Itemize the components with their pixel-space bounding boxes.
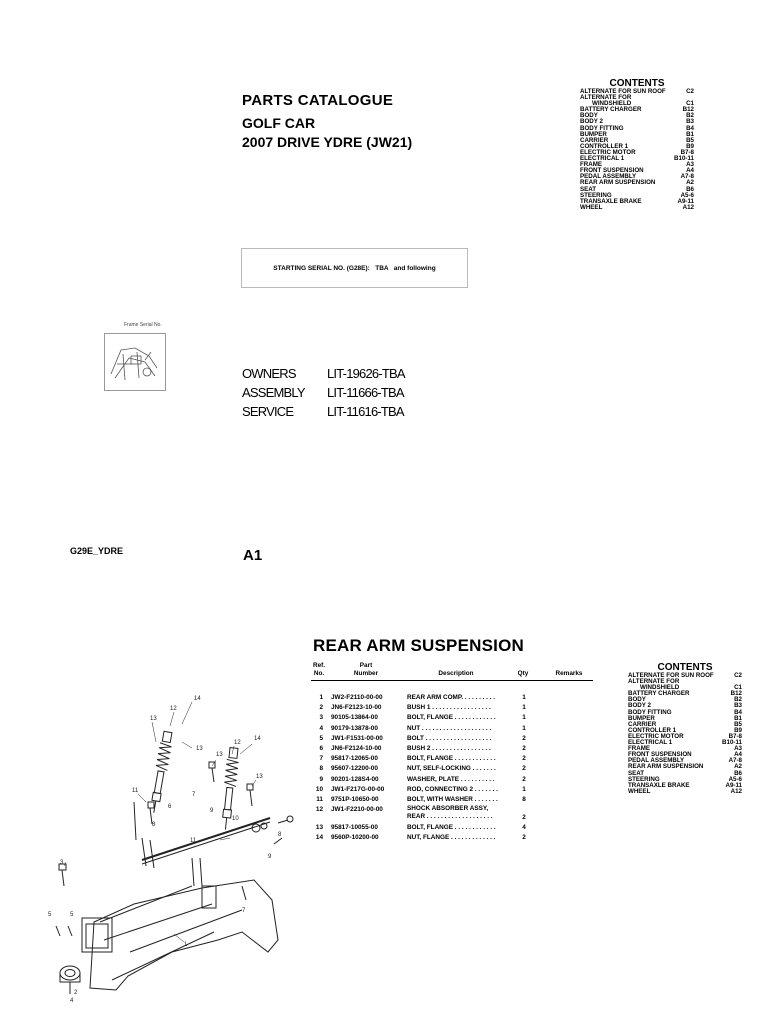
contents-item-page: A7-8 — [728, 757, 742, 765]
contents-item-label: BODY 2 — [580, 118, 603, 126]
contents-item-label: BODY FITTING — [580, 124, 624, 132]
callout-4: 4 — [70, 998, 74, 1004]
contents-item-page: B1 — [686, 130, 694, 138]
callout-8: 8 — [278, 832, 282, 838]
col-ref: Ref. No. — [312, 662, 326, 677]
contents-item-label: REAR ARM SUSPENSION — [580, 179, 656, 187]
contents-heading-2: CONTENTS — [657, 662, 713, 673]
contents-item-label: ELECTRIC MOTOR — [580, 148, 636, 156]
contents-item-label: CARRIER — [580, 136, 609, 144]
contents-item-label: FRAME — [628, 745, 650, 753]
ref-no: 5 — [319, 734, 323, 742]
contents-heading: CONTENTS — [609, 78, 665, 89]
col-description: Description — [438, 670, 474, 677]
lit-code-owners: LIT-19626-TBA — [327, 366, 405, 381]
contents-item-page: B2 — [686, 112, 694, 120]
contents-item-page: B3 — [734, 702, 742, 710]
exploded-parts-diagram — [42, 690, 302, 1015]
contents-item-page: B6 — [686, 185, 694, 193]
part-number: 95817-10055-00 — [331, 824, 378, 832]
callout-11: 11 — [132, 788, 139, 794]
part-number: 90179-13878-00 — [331, 724, 378, 732]
contents-item-page: A12 — [682, 203, 694, 211]
table-body — [311, 693, 593, 843]
lit-name-service: SERVICE — [242, 404, 294, 419]
contents-item-label: STEERING — [628, 775, 660, 783]
part-description: WASHER, PLATE . . . . . . . . . . — [407, 775, 495, 783]
contents-item-label: FRAME — [580, 161, 602, 169]
contents-item-page: C2 — [686, 88, 694, 95]
lit-code-service: LIT-11616-TBA — [327, 404, 404, 419]
ref-no: 2 — [319, 704, 323, 712]
table-row — [311, 764, 593, 774]
ref-no: 10 — [315, 785, 323, 793]
part-qty: 2 — [522, 744, 526, 752]
contents-item-label: ELECTRIC MOTOR — [628, 732, 684, 740]
contents-item — [580, 205, 694, 211]
callout-5: 5 — [48, 912, 52, 918]
section-title: REAR ARM SUSPENSION — [313, 636, 524, 655]
table-row — [311, 693, 593, 703]
contents-item-page: B4 — [734, 708, 742, 716]
frame-serial-label: Frame Serial No. — [124, 322, 162, 328]
part-qty: 4 — [522, 824, 526, 832]
contents-item-label: BODY 2 — [628, 702, 651, 710]
part-description: BUSH 1 . . . . . . . . . . . . . . . . . — [407, 704, 491, 712]
callout-8: 8 — [152, 822, 156, 828]
table-row — [311, 823, 593, 833]
table-row — [311, 785, 593, 795]
contents-item-page: A12 — [730, 787, 742, 795]
ref-no: 7 — [319, 755, 323, 763]
contents-item-page: A7-8 — [680, 173, 694, 181]
table-row — [311, 754, 593, 764]
contents-item-label: PEDAL ASSEMBLY — [628, 757, 685, 765]
contents-item-page: A9-11 — [725, 781, 742, 789]
contents-item-label: ALTERNATE FOR SUN ROOF — [628, 672, 714, 679]
vehicle-type: GOLF CAR — [242, 115, 316, 131]
part-number: JW1-F2210-00-00 — [331, 806, 383, 814]
ref-no: 14 — [315, 834, 323, 842]
callout-13: 13 — [256, 774, 263, 780]
callout-13: 13 — [216, 752, 223, 758]
col-qty: Qty — [517, 670, 529, 677]
part-description: BUSH 2 . . . . . . . . . . . . . . . . . — [407, 744, 491, 752]
serial-text: STARTING SERIAL NO. (G28E): TBA and following — [273, 264, 436, 272]
callout-13: 13 — [196, 746, 203, 752]
callout-5: 5 — [70, 912, 74, 918]
ref-no: 8 — [319, 765, 323, 773]
contents-item-label: FRONT SUSPENSION — [580, 167, 644, 175]
part-qty: 1 — [522, 694, 526, 701]
part-qty: 2 — [522, 734, 526, 742]
table-row — [311, 744, 593, 754]
ref-no: 11 — [316, 795, 323, 803]
contents-item — [628, 789, 742, 795]
part-number: JN6-F2123-10-00 — [331, 704, 382, 712]
contents-item-page: B4 — [686, 124, 694, 132]
contents-item-label: ELECTRICAL 1 — [580, 155, 625, 163]
part-description: BOLT, FLANGE . . . . . . . . . . . . — [407, 824, 496, 832]
literature-codes — [327, 364, 405, 421]
contents-item-page: A3 — [734, 745, 742, 753]
part-qty: 8 — [522, 795, 526, 803]
part-number: 9751P-10650-00 — [331, 795, 379, 803]
contents-item-label: PEDAL ASSEMBLY — [580, 173, 637, 181]
callout-9: 9 — [210, 808, 214, 814]
part-number: 95817-12065-00 — [331, 755, 378, 763]
col-remarks: Remarks — [555, 670, 583, 677]
contents-item-label: ALTERNATE FOR — [580, 94, 632, 102]
table-row — [311, 724, 593, 734]
part-description: SHOCK ABSORBER ASSY, REAR . . . . . . . . . . . . . . . . . . . — [407, 805, 493, 821]
callout-3: 3 — [60, 860, 64, 866]
contents-item-label: BODY FITTING — [628, 708, 672, 716]
contents-item-label: WHEEL — [628, 787, 651, 795]
part-description: BOLT . . . . . . . . . . . . . . . . . . . — [407, 734, 492, 742]
callout-12: 12 — [170, 706, 177, 712]
part-description: NUT, SELF-LOCKING . . . . . . . — [407, 765, 496, 773]
part-description: BOLT, FLANGE . . . . . . . . . . . . — [407, 714, 496, 722]
callout-9: 9 — [268, 854, 272, 860]
contents-item-page: B5 — [734, 720, 742, 728]
model-name: 2007 DRIVE YDRE (JW21) — [242, 134, 413, 150]
callout-11: 11 — [190, 838, 197, 844]
part-qty: 2 — [522, 755, 526, 763]
part-qty: 2 — [522, 814, 526, 822]
part-qty: 1 — [522, 704, 526, 712]
contents-item-page: A4 — [734, 751, 742, 759]
catalogue-title: PARTS CATALOGUE — [242, 92, 394, 109]
contents-item-page: B3 — [686, 118, 694, 126]
contents-item-label: WINDSHIELD — [592, 100, 632, 108]
part-number: JW2-F2110-00-00 — [331, 694, 383, 701]
callout-6: 6 — [168, 804, 172, 810]
lit-code-assembly: LIT-11666-TBA — [327, 385, 404, 400]
contents-item-page: B6 — [734, 769, 742, 777]
contents-item-label: BODY — [628, 696, 646, 704]
contents-item-page: C1 — [686, 100, 694, 108]
contents-item-label: ELECTRICAL 1 — [628, 739, 673, 747]
contents-item-label: BATTERY CHARGER — [580, 106, 642, 114]
table-header — [311, 658, 593, 681]
contents-item-label: TRANSAXLE BRAKE — [628, 781, 690, 789]
contents-item-page: B12 — [682, 106, 694, 114]
callout-14: 14 — [254, 736, 261, 742]
contents-item-page: B7-8 — [728, 732, 742, 740]
part-qty: 1 — [522, 724, 526, 732]
ref-no: 4 — [319, 724, 323, 732]
contents-item-page: A4 — [686, 167, 694, 175]
model-code: G29E_YDRE — [70, 546, 124, 556]
rear-arm-diagram-icon — [42, 690, 302, 1015]
callout-7: 7 — [192, 792, 196, 798]
table-row — [311, 703, 593, 713]
part-number: 95607-12200-00 — [331, 765, 378, 773]
table-row — [311, 713, 593, 723]
part-number: JN6-F2124-10-00 — [331, 744, 382, 752]
contents-item-label: CONTROLLER 1 — [628, 726, 677, 734]
part-description: NUT, FLANGE . . . . . . . . . . . . . — [407, 834, 496, 842]
contents-item-page: B2 — [734, 696, 742, 704]
part-qty: 1 — [522, 785, 526, 793]
part-number: JW1-F1531-00-00 — [331, 734, 383, 742]
callout-12: 12 — [234, 740, 241, 746]
contents-item-page: A3 — [686, 161, 694, 169]
contents-item-label: SEAT — [628, 769, 645, 777]
contents-item-page: A2 — [734, 763, 742, 771]
callout-14: 14 — [194, 696, 201, 702]
contents-item-page: B1 — [734, 714, 742, 722]
contents-item-page: A9-11 — [677, 197, 694, 205]
ref-no: 12 — [315, 806, 323, 814]
contents-item-label: SEAT — [580, 185, 597, 193]
contents-item-label: STEERING — [580, 191, 612, 199]
page-number: A1 — [243, 547, 263, 564]
contents-item-label: BATTERY CHARGER — [628, 690, 690, 698]
part-description: ROD, CONNECTING 2 . . . . . . . — [407, 785, 498, 793]
table-row — [311, 795, 593, 805]
contents-item-page: B9 — [686, 142, 694, 150]
literature-names — [242, 364, 305, 421]
contents-item-label: FRONT SUSPENSION — [628, 751, 692, 759]
ref-no: 9 — [319, 775, 323, 783]
part-number: 90105-13864-00 — [331, 714, 378, 722]
table-row — [311, 833, 593, 843]
contents-item-label: REAR ARM SUSPENSION — [628, 763, 704, 771]
callout-1: 1 — [184, 942, 188, 948]
contents-item-label: WHEEL — [580, 203, 603, 211]
contents-item-page: B12 — [730, 690, 742, 698]
contents-list-2 — [628, 673, 742, 795]
contents-item-page: B10-11 — [722, 739, 742, 747]
diagram-callouts — [48, 696, 282, 1004]
part-number: 90201-128S4-00 — [331, 775, 379, 783]
contents-item-label: WINDSHIELD — [640, 684, 680, 692]
contents-item-page: C1 — [734, 684, 742, 692]
callout-13: 13 — [150, 716, 157, 722]
contents-item-label: BUMPER — [580, 130, 607, 138]
contents-item-page: B10-11 — [674, 155, 694, 163]
contents-item-page: A5-6 — [680, 191, 694, 199]
contents-item-page: A5-6 — [728, 775, 742, 783]
col-part-number: Part Number — [353, 662, 379, 677]
serial-number-box — [241, 248, 468, 288]
callout-2: 2 — [74, 990, 78, 996]
parts-table — [311, 658, 593, 843]
contents-item-label: BUMPER — [628, 714, 655, 722]
part-description: BOLT, WITH WASHER . . . . . . . — [407, 795, 498, 803]
contents-item-page: C2 — [734, 672, 742, 679]
contents-item-label: CARRIER — [628, 720, 657, 728]
frame-serial-image — [104, 333, 166, 391]
callout-7: 7 — [242, 908, 246, 914]
part-description: NUT . . . . . . . . . . . . . . . . . . . . — [407, 724, 492, 732]
lit-name-owners: OWNERS — [242, 366, 296, 381]
lit-name-assembly: ASSEMBLY — [242, 385, 305, 400]
ref-no: 13 — [315, 824, 323, 832]
table-row — [311, 775, 593, 785]
contents-index-side — [628, 662, 742, 795]
frame-sketch-icon — [105, 334, 165, 390]
part-qty: 2 — [522, 775, 526, 783]
ref-no: 6 — [319, 744, 323, 752]
table-row — [311, 805, 593, 823]
part-qty: 2 — [522, 765, 526, 773]
part-description: BOLT, FLANGE . . . . . . . . . . . . — [407, 755, 496, 763]
callout-10: 10 — [232, 816, 239, 822]
part-number: JW1-F217G-00-00 — [331, 785, 385, 793]
contents-item-page: B7-8 — [680, 148, 694, 156]
ref-no: 3 — [319, 714, 323, 722]
part-qty: 2 — [522, 834, 526, 842]
contents-index-top — [580, 78, 694, 211]
part-qty: 1 — [522, 714, 526, 722]
contents-item-label: ALTERNATE FOR — [628, 678, 680, 686]
contents-item-label: ALTERNATE FOR SUN ROOF — [580, 88, 666, 95]
ref-no: 1 — [319, 694, 323, 701]
part-number: 9560P-10200-00 — [331, 834, 379, 842]
part-description: REAR ARM COMP. . . . . . . . . . — [407, 694, 496, 701]
contents-item-page: B9 — [734, 726, 742, 734]
contents-item-page: B5 — [686, 136, 694, 144]
table-row — [311, 734, 593, 744]
contents-item-label: CONTROLLER 1 — [580, 142, 629, 150]
contents-item-page: A2 — [686, 179, 694, 187]
contents-list — [580, 89, 694, 211]
contents-item-label: BODY — [580, 112, 598, 120]
contents-item-label: TRANSAXLE BRAKE — [580, 197, 642, 205]
